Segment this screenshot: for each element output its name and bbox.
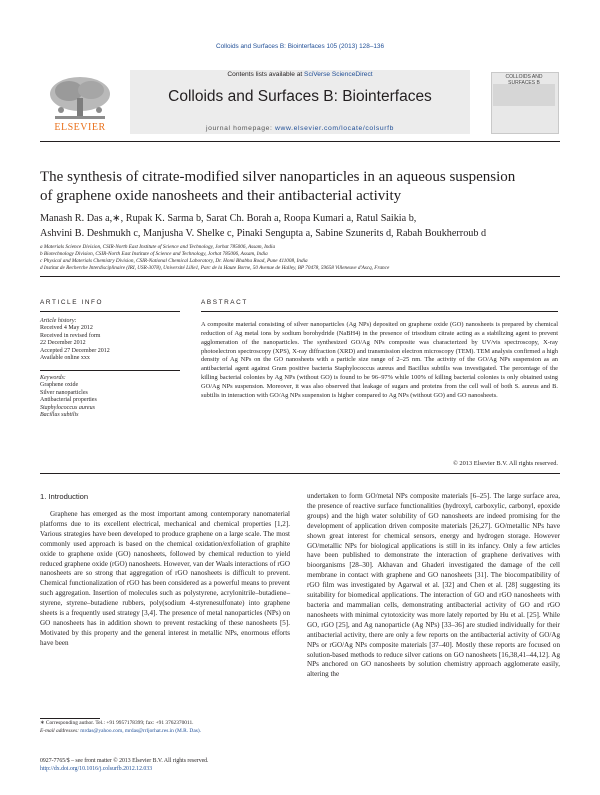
- intro-column-left: [40, 510, 290, 649]
- issn-line: 0927-7765/$ – see front matter © 2013 Elsevier B.V. All rights reserved.: [40, 758, 209, 764]
- article-info-rule: [40, 311, 180, 312]
- corresponding-author-note: ∗ Corresponding author. Tel.: +91 9957178399; fax: +91 3762370011.: [40, 720, 194, 726]
- affiliation-c: c Physical and Materials Chemistry Division, CSIR-National Chemical Laboratory, Dr. Homi Bhabha Road, Pune 411008, India: [40, 258, 308, 264]
- authors-line-2: Ashvini B. Deshmukh c, Manjusha V. Shelke c, Pinaki Sengupta a, Sabine Szunerits d, Rabah Boukherroub d: [40, 228, 487, 239]
- header-divider: [40, 141, 560, 142]
- history-item: Accepted 27 December 2012: [40, 347, 110, 354]
- affiliation-a: a Materials Science Division, CSIR-North East Institute of Science and Technology, Jorhat 785006, Assam, India: [40, 244, 276, 250]
- keywords-rule: [40, 370, 180, 371]
- abstract-text: A composite material consisting of silver nanoparticles (Ag NPs) deposited on graphene oxide (GO) nanosheets is prepared by chemical reduction of Ag metal ions by sodium borohydride (NaBH4) in the presence of trisodium citrate acting as a stabilizing agent to prevent agglomeration of the nanoparticles. The synthesized GO/Ag NPs composite was characterized by UV/vis spectroscopy, X-ray photoelectron spectroscopy (XPS), X-ray diffraction (XRD) and transmission electron microscopy (TEM). TEM analysis confirmed a high density of Ag NPs on the GO nanosheets with a particle size range of 2–25 nm. The activity of the GO/Ag NPs suspension as an antibacterial agent against Gram positive bacteria Staphylococcus aureus and Bacillus subtilis was investigated. The percentage of the killing bacterial colonies by Ag NPs (without GO) is found to be 96–97% while 100% of killing bacterial colonies is only obtained using GO/Ag NPs suspension. Moreover, it was also observed that leakage of sugars and proteins from the cell wall of both S. aureus and B. subtilis in interaction with GO/Ag NPs suspension is higher compared to Ag NPs (without GO) and GO nanosheets.: [201, 321, 558, 399]
- homepage-link[interactable]: www.elsevier.com/locate/colsurfb: [275, 125, 394, 132]
- keywords-list: [40, 375, 180, 419]
- title-line-1: The synthesis of citrate-modified silver nanoparticles in an aqueous suspension: [40, 169, 516, 185]
- history-label: Article history:: [40, 318, 77, 324]
- article-info-heading: ARTICLE INFO: [40, 299, 104, 306]
- publisher-name: ELSEVIER: [54, 122, 106, 133]
- keyword-item: Graphene oxide: [40, 382, 79, 389]
- intro-column-right: [307, 492, 560, 680]
- keyword-item: Bacillus subtilis: [40, 412, 79, 419]
- article-history: [40, 318, 180, 362]
- journal-title: Colloids and Surfaces B: Biointerfaces: [168, 88, 432, 105]
- cover-band: [493, 84, 555, 106]
- intro-paragraph-continued: undertaken to form GO/metal NPs composite materials [6–25]. The large surface area, the presence of reactive surface functionalities (hydroxyl, carboxylic, carbonyl, epoxide groups) and the high water solubility of GO nanosheets are indeed promising for the development of application driven composite materials [26,27]. GO/metallic NPs have shown great interest for chemical sensors, energy and hydrogen storage. However GO/metallic NPs for biological applications is still in its infancy. Only a few articles have been published to demonstrate the interaction of graphene derivatives with bioorganisms [28–30]. Akhavan and Ghaderi investigated the damage of the cell membrane in contact with graphene and GO nanosheets [31]. The biocompatibility of rGO film was investigated by Agarwal et al. [32] and Chen et al. [28] suggesting its suitability for biomedical applications. The interaction of GO and rGO nanosheets with bacteria and mammalian cells, demonstrating antibacterial activity of GO and rGO nanosheets with minimal cytotoxicity was more lately reported by Hu et al. [25]. While GO, rGO [25], and Ag nanoparticle (Ag NPs) [33–36] are studied individually for their antibacterial activity, there are only a few reports on the antibacterial activity of GO/Ag NPs or rGO/Ag NPs composite materials [37–40]. Mostly these reports are focused on solution-based methods to reduce silver cations on GO nanosheets [16,38,41–44,12]. Ag NPs anchored on GO nanosheets by solution chemistry approach agglomerate easily, altering the: [307, 492, 560, 679]
- sciencedirect-link[interactable]: SciVerse ScienceDirect: [304, 71, 373, 78]
- running-header: Colloids and Surfaces B: Biointerfaces 105 (2013) 128–136: [215, 43, 385, 50]
- abstract-divider: [40, 473, 560, 474]
- front-matter: [40, 757, 320, 773]
- history-item: Received in revised form: [40, 332, 101, 339]
- history-item: 22 December 2012: [40, 340, 86, 347]
- keyword-item: Silver nanoparticles: [40, 389, 88, 396]
- abstract-heading: ABSTRACT: [201, 299, 248, 306]
- elsevier-tree-logo-icon: [41, 74, 119, 124]
- footnote-rule: [40, 718, 100, 719]
- introduction-heading: 1. Introduction: [40, 492, 89, 501]
- keywords-label: Keywords:: [40, 375, 66, 381]
- affiliation-b: b Biotechnology Division, CSIR-North East Institute of Science and Technology, Jorhat 785006, Assam, India: [40, 251, 268, 257]
- contents-availability: [130, 71, 470, 78]
- footnotes: [40, 720, 300, 735]
- intro-paragraph: Graphene has emerged as the most important among contemporary nanomaterial platforms due to its excellent electrical, mechanical and chemical properties [1,2]. Various strategies have been developed to produce graphene on a large scale. The most commonly used approach is based on the chemical oxidation/exfoliation of graphite oxide to graphene oxide (GO) nanosheets, followed by chemical reduction to yield reduced graphene oxide (rGO) nanosheets. However, van der Waals interactions of rGO nanosheets are so strong that aggregation of rGO nanosheets is difficult to prevent. Chemical functionalization of rGO has been considered as a powerful means to prevent such aggregation. Insertion of molecules such as polystyrene, acrylonitrile–butadiene–styrene, styrene–butadiene rubbers, poly(sodium 4-styrenesulfonate) into graphene sheets is a frequently used strategy [3,4]. The presence of metal nanoparticles (NPs) on GO nanosheets has in addition shown to prevent restacking of these nanosheets [5]. Motivated by this property and the general interest in metallic NPs, enormous efforts have been: [40, 510, 290, 647]
- homepage-prefix: journal homepage:: [206, 125, 273, 132]
- article-title: [40, 168, 560, 206]
- author-list: [40, 211, 570, 241]
- email-label: E-mail addresses:: [40, 727, 79, 734]
- email-links[interactable]: mrdas@yahoo.com, mrdas@rrljorhat.res.in (M.R. Das).: [80, 727, 201, 734]
- keyword-item: Antibacterial properties: [40, 397, 97, 404]
- email-note: [40, 728, 300, 736]
- abstract-copyright: © 2013 Elsevier B.V. All rights reserved.: [452, 460, 558, 467]
- affiliation-d: d Institut de Recherche Interdisciplinaire (IRI, USR-3078), Université Lille1, Parc de la Haute Borne, 50 Avenue de Halley, BP 70478, 59658 Villeneuve d'Ascq, France: [40, 265, 390, 271]
- title-line-2: of graphene oxide nanosheets and their antibacterial activity: [40, 188, 402, 204]
- contents-prefix: Contents lists available at: [227, 71, 303, 78]
- doi-link[interactable]: http://dx.doi.org/10.1016/j.colsurfb.2012.12.033: [40, 766, 153, 772]
- keyword-item: Staphylococcus aureus: [40, 404, 95, 411]
- authors-line-1: Manash R. Das a,∗, Rupak K. Sarma b, Sarat Ch. Borah a, Roopa Kumari a, Ratul Saikia b,: [40, 213, 417, 224]
- journal-homepage: [130, 125, 470, 132]
- affiliation-divider: [40, 276, 560, 277]
- history-item: Received 4 May 2012: [40, 325, 93, 332]
- abstract-rule: [201, 311, 558, 312]
- history-item: Available online xxx: [40, 355, 90, 362]
- cover-title: COLLOIDS AND SURFACES B: [505, 74, 543, 86]
